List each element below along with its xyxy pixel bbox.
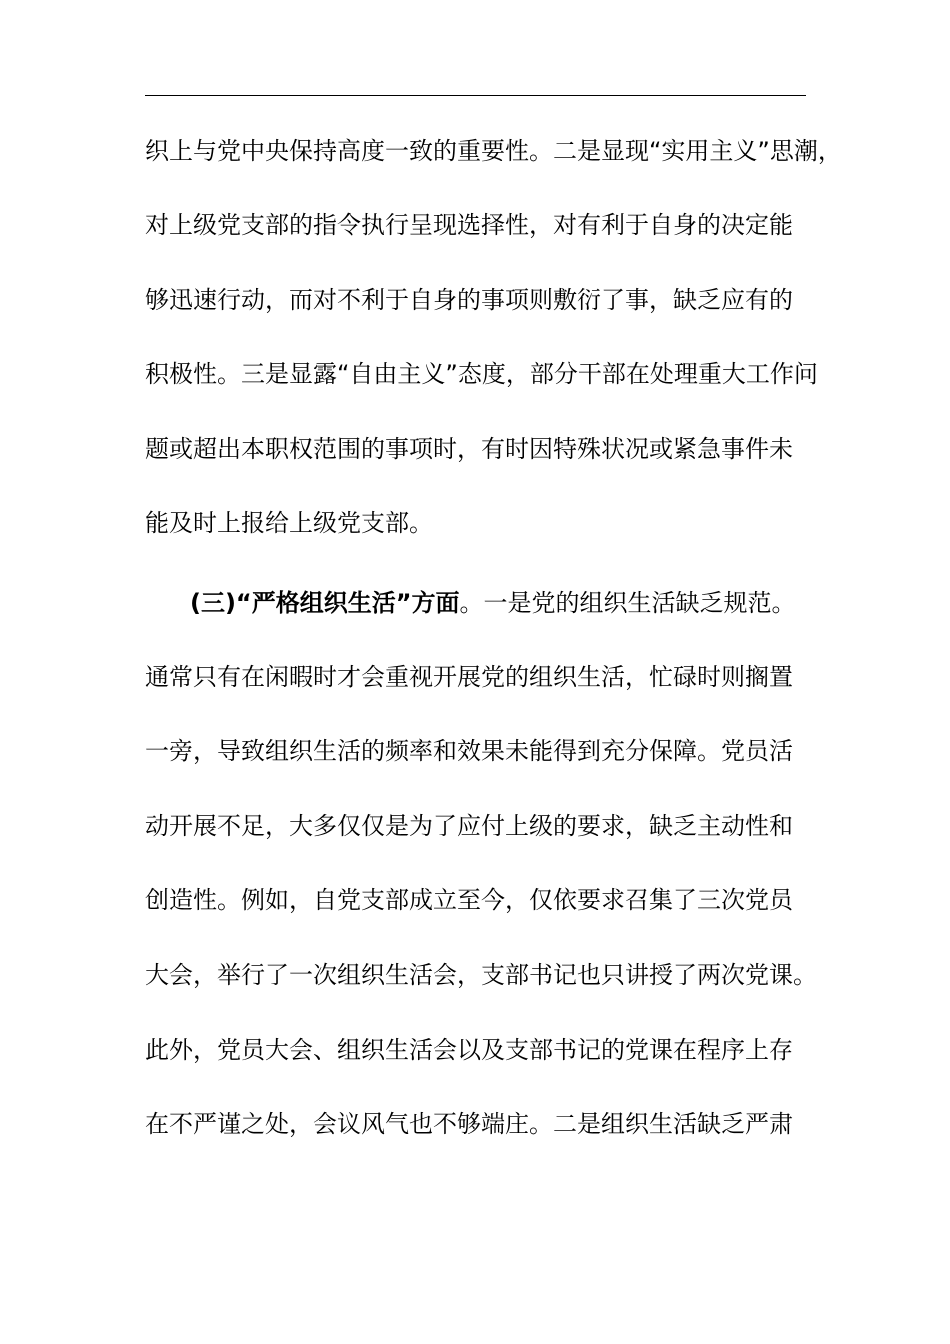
paragraph-line: 题或超出本职权范围的事项时，有时因特殊状况或紧急事件未 xyxy=(145,435,793,463)
paragraph-line: 创造性。例如，自党支部成立至今，仅依要求召集了三次党员 xyxy=(145,886,793,914)
header-rule xyxy=(145,95,806,96)
section-3-line xyxy=(190,583,890,623)
section-3-text: 。一是党的组织生活缺乏规范。 xyxy=(459,589,796,617)
paragraph-line: 通常只有在闲暇时才会重视开展党的组织生活，忙碌时则搁置 xyxy=(145,663,793,691)
paragraph-line: 积极性。三是显露“自由主义”态度，部分干部在处理重大工作问 xyxy=(145,360,818,388)
paragraph-line: 织上与党中央保持高度一致的重要性。二是显现“实用主义”思潮， xyxy=(145,137,842,165)
paragraph-line: 大会，举行了一次组织生活会，支部书记也只讲授了两次党课。 xyxy=(145,961,817,989)
paragraph-line: 在不严谨之处，会议风气也不够端庄。二是组织生活缺乏严肃 xyxy=(145,1110,793,1138)
paragraph-line: 对上级党支部的指令执行呈现选择性，对有利于自身的决定能 xyxy=(145,211,793,239)
section-3-heading: (三)“严格组织生活”方面 xyxy=(190,589,460,617)
paragraph-line: 动开展不足，大多仅仅是为了应付上级的要求，缺乏主动性和 xyxy=(145,812,793,840)
paragraph-line: 能及时上报给上级党支部。 xyxy=(145,509,433,537)
paragraph-line: 够迅速行动，而对不利于自身的事项则敷衍了事，缺乏应有的 xyxy=(145,286,793,314)
paragraph-line: 此外，党员大会、组织生活会以及支部书记的党课在程序上存 xyxy=(145,1036,793,1064)
paragraph-line: 一旁，导致组织生活的频率和效果未能得到充分保障。党员活 xyxy=(145,737,793,765)
